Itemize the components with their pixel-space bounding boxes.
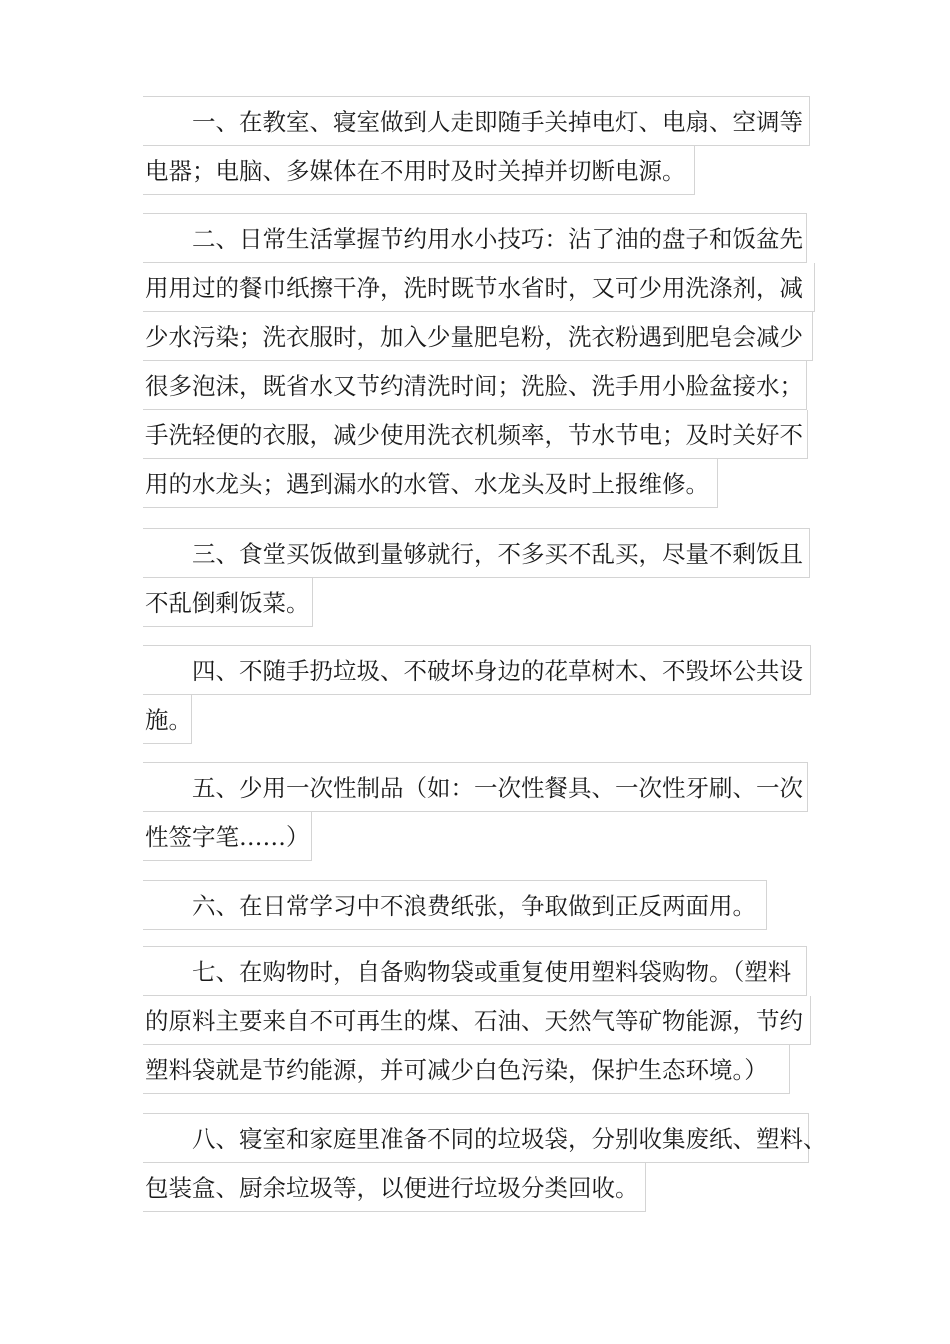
paragraph-4 (143, 645, 811, 744)
text-line: 三、食堂买饭做到量够就行，不多买不乱买，尽量不剩饭且 (143, 528, 810, 578)
text-line: 不乱倒剩饭菜。 (143, 578, 313, 627)
text-line: 二、日常生活掌握节约用水小技巧：沾了油的盘子和饭盆先 (143, 213, 807, 263)
text-line: 很多泡沫，既省水又节约清洗时间；洗脸、洗手用小脸盆接水； (143, 361, 807, 410)
text-line: 七、在购物时，自备购物袋或重复使用塑料袋购物。（塑料 (143, 946, 807, 996)
text-line: 用的水龙头；遇到漏水的水管、水龙头及时上报维修。 (143, 459, 718, 508)
text-line: 八、寝室和家庭里准备不同的垃圾袋，分别收集废纸、塑料、 (143, 1113, 809, 1163)
text-line: 四、不随手扔垃圾、不破坏身边的花草树木、不毁坏公共设 (143, 645, 811, 695)
text-line: 电器；电脑、多媒体在不用时及时关掉并切断电源。 (143, 146, 695, 195)
text-line: 塑料袋就是节约能源，并可减少白色污染，保护生态环境。） (143, 1045, 790, 1094)
text-line: 施。 (143, 695, 192, 744)
text-line: 性签字笔……） (143, 812, 312, 861)
paragraph-1 (143, 96, 810, 195)
text-line: 六、在日常学习中不浪费纸张，争取做到正反两面用。 (143, 880, 767, 930)
paragraph-8 (143, 1113, 827, 1212)
text-line: 包装盒、厨余垃圾等，以便进行垃圾分类回收。 (143, 1163, 646, 1212)
text-line: 手洗轻便的衣服，减少使用洗衣机频率，节水节电；及时关好不 (143, 410, 808, 459)
text-line: 五、少用一次性制品（如：一次性餐具、一次性牙刷、一次 (143, 762, 808, 812)
paragraph-3 (143, 528, 810, 627)
text-line: 少水污染；洗衣服时，加入少量肥皂粉，洗衣粉遇到肥皂会减少 (143, 312, 813, 361)
text-line: 一、在教室、寝室做到人走即随手关掉电灯、电扇、空调等 (143, 96, 810, 146)
text-line: 的原料主要来自不可再生的煤、石油、天然气等矿物能源，节约 (143, 996, 811, 1045)
paragraph-6 (143, 880, 767, 930)
paragraph-2 (143, 213, 815, 508)
text-line: 用用过的餐巾纸擦干净，洗时既节水省时，又可少用洗涤剂，减 (143, 263, 815, 312)
paragraph-7 (143, 946, 811, 1094)
paragraph-5 (143, 762, 808, 861)
